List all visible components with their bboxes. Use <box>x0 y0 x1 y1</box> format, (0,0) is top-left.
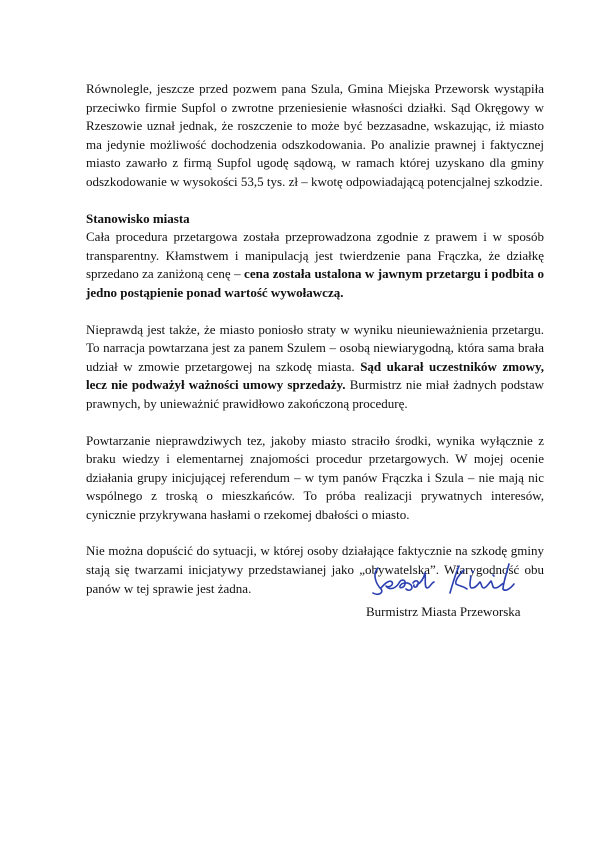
no-losses-text-start: Nieprawdą jest także, że miasto poniosło straty w wyniku nieunieważnienia przetargu. To narracja powtarzana jest za panem Szulem – osobą niewiarygodną, która sama brała udział w zmowie przetargowej na szkodę miasta. <box>86 321 544 374</box>
paragraph-city-position <box>86 210 544 303</box>
no-losses-text-end: Burmistrz nie miał żadnych podstaw prawnych, by unieważnić prawidłowo zakończoną procedurę. <box>86 377 545 411</box>
no-losses-bold-text: Sąd ukarał uczestników zmowy, lecz nie podważył ważności umowy sprzedaży. <box>86 358 544 393</box>
section-heading: Stanowisko miasta <box>86 210 190 226</box>
paragraph-false-claims: Powtarzanie nieprawdziwych tez, jakoby miasto straciło środki, wynika wyłącznie z braku wiedzy i elementarnej znajomości procedur przetargowych. W mojej ocenie działania grupy inicjującej referendum – w tym panów Frączka i Szula – nie mają nic wspólnego z troską o mieszkańców. To próba realizacji prywatnych interesów, cynicznie przykrywana hasłami o rzekomej dbałości o miasto. <box>86 432 544 522</box>
paragraph-no-losses <box>86 321 544 414</box>
signatory-title: Burmistrz Miasta Przeworska <box>366 604 521 619</box>
city-position-text: Cała procedura przetargowa została przeprowadzona zgodnie z prawem i w sposób transparentny. Kłamstwem i manipulacją jest twierdzenie pana Frączka, że działkę sprzedano za zaniżoną cenę – <box>86 229 544 282</box>
city-position-bold-text: cena została ustalona w jawnym przetargu i podbita o jedno postąpienie ponad wartość wywoławczą. <box>86 266 544 300</box>
paragraph-lawsuit-background: Równolegle, jeszcze przed pozwem pana Szula, Gmina Miejska Przeworsk wystąpiła przeciwko firmie Supfol o zwrotne przeniesienie własności działki. Sąd Okręgowy w Rzeszowie uznał jednak, że roszczenie to może być bezzasadne, wskazując, iż miasto ma jedynie możliwość dochodzenia odszkodowania. Po analizie prawnej i faktycznej miasto zawarło z firmą Supfol ugodę sądową, w ramach której uzyskano dla gminy odszkodowanie w wysokości 53,5 tys. zł – kwotę odpowiadającą potencjalnej szkodzie. <box>86 81 544 189</box>
letter-body <box>86 80 544 616</box>
signature-strokes <box>373 564 514 594</box>
handwritten-signature <box>368 558 548 600</box>
signature-icon <box>368 558 548 600</box>
paragraph-conclusion: Nie można dopuścić do sytuacji, w której osoby działające faktycznie na szkodę gminy stają się twarzami inicjatywy przedstawianej jako „obywatelska”. Wiarygodność obu panów w tej sprawie jest żadna. <box>86 543 544 596</box>
